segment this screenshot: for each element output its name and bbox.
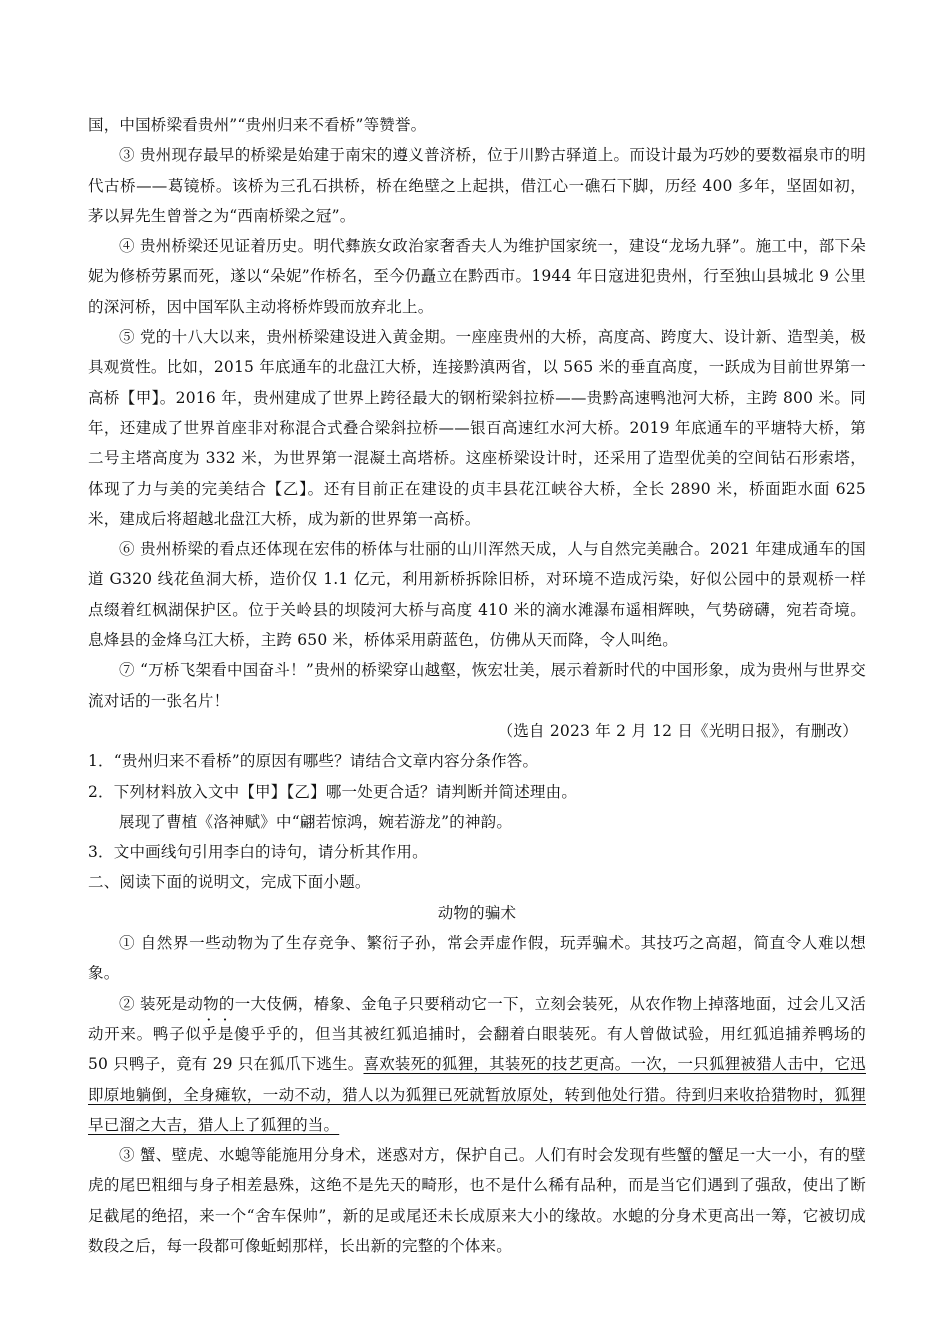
underlined-sentence: 喜欢装死的狐狸，其装死的技艺更高。一次，一只狐狸被猎人击中，它迅即原地躺倒，全身瘫软，一动不动，猎人以为狐狸已死就暂放原处，转到他处行猎。待到归来收拾猎物时，狐狸早已溜之大吉，猎人上了狐狸的当。: [88, 1055, 866, 1134]
paragraph-continued: 国，中国桥梁看贵州”“贵州归来不看桥”等赞誉。: [88, 116, 427, 134]
section-2-heading: 二、阅读下面的说明文，完成下面小题。: [88, 873, 371, 892]
article-title: 动物的骗术: [437, 903, 517, 922]
paragraph-7: ⑦ “万桥飞架看中国奋斗！”贵州的桥梁穿山越壑，恢宏壮美，展示着新时代的中国形象，成为贵州与世界交流对话的一张名片！: [88, 661, 866, 710]
emphasis-dot-char-1: 似: [185, 1024, 202, 1043]
paragraph-4: ④ 贵州桥梁还见证着历史。明代彝族女政治家奢香夫人为维护国家统一，建设“龙场九驿”。施工中，部下朵妮为修桥劳累而死，遂以“朵妮”作桥名，至今仍矗立在黔西市。1944 年日寇进犯贵州，行至独山县城北 9 公里的深河桥，因中国军队主动将桥炸毁而放弃北上。: [88, 237, 866, 316]
section-2-paragraph-1: ① 自然界一些动物为了生存竞争、繁衍子孙，常会弄虚作假，玩弄骗术。其技巧之高超，简直令人难以想象。: [88, 934, 866, 983]
emphasis-dot-char-2: 乎: [201, 1024, 218, 1043]
paragraph-5: ⑤ 党的十八大以来，贵州桥梁建设进入黄金期。一座座贵州的大桥，高度高、跨度大、设计新、造型美，极具观赏性。比如，2015 年底通车的北盘江大桥，连接黔滇两省，以 565 米的垂直高度，一跃成为目前世界第一高桥【甲】。2016 年，贵州建成了世界上跨径最大的钢桁梁斜拉桥——贵黔高速鸭池河大桥，主跨 800 米。同年，还建成了世界首座非对称混合式叠合梁斜拉桥——银百高速红水河大桥。2019 年底通车的平塘特大桥，第二号主塔高度为 332 米，为世界第一混凝土高塔桥。这座桥梁设计时，还采用了造型优美的空间钻石形索塔，体现了力与美的完美结合【乙】。还有目前正在建设的贞丰县花江峡谷大桥，全长 2890 米，桥面距水面 625 米，建成后将超越北盘江大桥，成为新的世界第一高桥。: [88, 328, 866, 528]
question-2-material: 展现了曹植《洛神赋》中“翩若惊鸿，婉若游龙”的神韵。: [119, 812, 513, 831]
paragraph-2-text-b: 是傻乎乎的，但当其被红狐追捕时，会翻着白眼装死。有人曾做试验，用红狐追捕养鸭场的 50 只鸭子，竟有 29 只在狐爪下逃生。: [88, 1024, 866, 1074]
section-2-paragraph-2: [88, 989, 866, 1140]
section-2-paragraph-3: ③ 蟹、壁虎、水螅等能施用分身术，迷惑对方，保护自己。人们有时会发现有些蟹的蟹足一大一小，有的壁虎的尾巴粗细与身子相差悬殊，这绝不是先天的畸形，也不是什么稀有品种，而是当它们遇到了强敌，使出了断足截尾的绝招，来一个“舍车保帅”，新的足或尾还未长成原来大小的缘故。水螅的分身术更高出一筹，它被切成数段之后，每一段都可像蚯蚓那样，长出新的完整的个体来。: [88, 1146, 866, 1255]
question-3: 3．文中画线句引用李白的诗句，请分析其作用。: [88, 843, 428, 862]
paragraph-2-text-a: ② 装死是动物的一大伎俩，椿象、金龟子只要稍动它一下，立刻会装死，从农作物上掉落地面，过会儿又活动开来。鸭子: [88, 994, 866, 1043]
document-page: [88, 110, 866, 1261]
source-citation: （选自 2023 年 2 月 12 日《光明日报》，有删改）: [497, 721, 858, 740]
paragraph-3: ③ 贵州现存最早的桥梁是始建于南宋的遵义普济桥，位于川黔古驿道上。而设计最为巧妙的要数福泉市的明代古桥——葛镜桥。该桥为三孔石拱桥，桥在绝壁之上起拱，借江心一礁石下脚，历经 400 多年，坚固如初，茅以昇先生曾誉之为“西南桥梁之冠”。: [88, 146, 866, 225]
question-1: 1．“贵州归来不看桥”的原因有哪些？请结合文章内容分条作答。: [88, 752, 539, 771]
paragraph-6: ⑥ 贵州桥梁的看点还体现在宏伟的桥体与壮丽的山川浑然天成，人与自然完美融合。2021 年建成通车的国道 G320 线花鱼洞大桥，造价仅 1.1 亿元，利用新桥拆除旧桥，对环境不造成污染，好似公园中的景观桥一样点缀着红枫湖保护区。位于关岭县的坝陵河大桥与高度 410 米的滴水滩瀑布遥相辉映，气势磅礴，宛若奇境。息烽县的金烽乌江大桥，主跨 650 米，桥体采用蔚蓝色，仿佛从天而降，令人叫绝。: [88, 540, 866, 650]
question-2: 2．下列材料放入文中【甲】【乙】哪一处更合适？请判断并简述理由。: [88, 782, 578, 801]
